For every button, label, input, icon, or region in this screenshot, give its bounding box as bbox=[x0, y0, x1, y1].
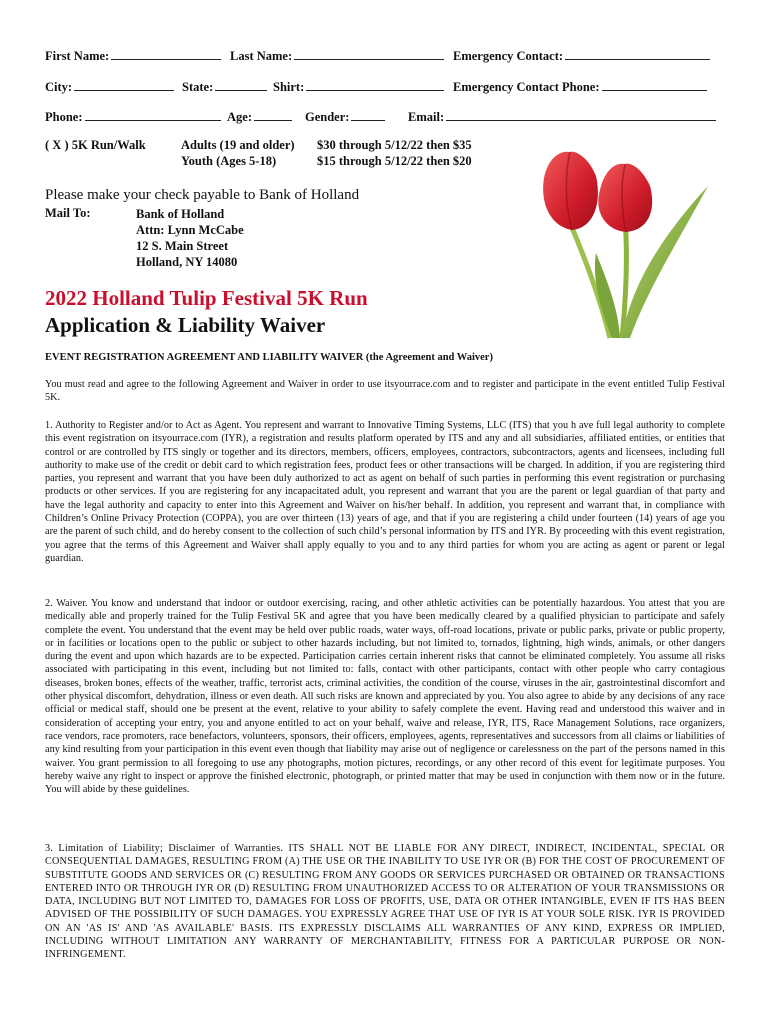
email-input-line[interactable] bbox=[446, 108, 716, 121]
tulip-illustration bbox=[530, 148, 720, 340]
emergency-contact-input-line[interactable] bbox=[565, 47, 710, 60]
agreement-heading: EVENT REGISTRATION AGREEMENT AND LIABILITY WAIVER (the Agreement and Waiver) bbox=[45, 352, 493, 363]
agreement-intro: You must read and agree to the following Agreement and Waiver in order to use itsyourrace.com and to register and participate in the event entitled Tulip Festival 5K. bbox=[45, 379, 725, 404]
mailing-address bbox=[136, 206, 244, 270]
shirt-field[interactable] bbox=[273, 78, 444, 95]
page-title: 2022 Holland Tulip Festival 5K Run bbox=[45, 286, 368, 310]
gender-label: Gender: bbox=[305, 110, 350, 124]
last-name-field[interactable] bbox=[230, 47, 444, 64]
shirt-input-line[interactable] bbox=[306, 78, 444, 91]
mail-to-label: Mail To: bbox=[45, 206, 91, 220]
youth-price: $15 through 5/12/22 then $20 bbox=[317, 154, 472, 168]
email-label: Email: bbox=[408, 110, 445, 124]
last-name-input-line[interactable] bbox=[294, 47, 444, 60]
phone-field[interactable] bbox=[45, 108, 221, 125]
city-label: City: bbox=[45, 80, 73, 94]
gender-field[interactable] bbox=[305, 108, 385, 125]
liability-paragraph: 3. Limitation of Liability; Disclaimer of Warranties. ITS SHALL NOT BE LIABLE FOR ANY DIRECT, INDIRECT, INCIDENTAL, SPECIAL OR CONSEQUENTIAL DAMAGES, RESULTING FROM (A) THE USE OR THE INABILITY TO USE IYR OR (B) FOR THE COST OF PROCUREMENT OF SUBSTITUTE GOODS AND SERVICES OR (C) RESULTING FROM ANY GOODS OR SERVICES PURCHASED OR OBTAINED OR TRANSACTIONS ENTERED INTO OR THROUGH IYR OR (D) RESULTING FROM UNAUTHORIZED ACCESS TO OR ALTERATION OF YOUR TRANSMISSIONS OR DATA, INCLUDING BUT NOT LIMITED TO, DAMAGES FOR LOSS OF PROFITS, USE, DATA OR OTHER INTANGIBLE, EVEN IF ITS HAS BEEN ADVISED OF THE POSSIBILITY OF SUCH DAMAGES. YOU EXPRESSLY AGREE THAT USE OF IYR IS AT YOUR SOLE RISK. IYR IS PROVIDED ON AN 'AS IS' AND 'AS AVAILABLE' BASIS. ITS EXPRESSLY DISCLAIMS ALL WARRANTIES OF ANY KIND, EXPRESS OR IMPLIED, INCLUDING WITHOUT LIMITATION ANY WARRANTY OF MERCHANTABILITY, FITNESS FOR A PARTICULAR PURPOSE OR NON-INFRINGEMENT. bbox=[45, 843, 725, 961]
address-line: Holland, NY 14080 bbox=[136, 255, 238, 269]
emergency-contact-field[interactable] bbox=[453, 47, 710, 64]
youth-category: Youth (Ages 5-18) bbox=[181, 154, 277, 168]
age-label: Age: bbox=[227, 110, 252, 124]
address-line: 12 S. Main Street bbox=[136, 239, 229, 253]
phone-input-line[interactable] bbox=[85, 108, 221, 121]
state-field[interactable] bbox=[182, 78, 267, 95]
adults-category: Adults (19 and older) bbox=[181, 138, 295, 152]
age-input-line[interactable] bbox=[254, 108, 292, 121]
adult-price: $30 through 5/12/22 then $35 bbox=[317, 138, 472, 152]
authority-paragraph: 1. Authority to Register and/or to Act as Agent. You represent and warrant to Innovative Timing Systems, LLC (ITS) that you h ave full legal authority to complete this event registration on itsyourrace.com (IYR), a registration and results platform operated by ITS and any and all subsidiaries, affiliated entities, or entities that control or are controlled by ITS singly or together and its directors, members, officers, employees, contractors, subcontractors, agents and licensees, including full authority to make use of the credit or debit card to which registration fees, product fees or other transactions will be charged. In addition, if you are registering third parties, you represent and warrant that you have been duly authorized to act as agent on behalf of such parties in performing this event registration or purchasing products or other services. If you are registering for any incapacitated adult, you represent and warrant that you are the parent or legal guardian of that party and have the legal authority and capacity to enter into this Agreement and Waiver on his/her behalf. In addition, you represent and warrant that, in compliance with Children’s Online Privacy Protection (COPPA), you are over thirteen (13) years of age, and that if you are registering a child under fourteen (14) years of age you are the parent of such child, and do hereby consent to the collection of such child’s personal information by ITS and IYR. By proceeding with this event registration, you agree that the terms of this Agreement and Waiver shall apply equally to you and to any third parties for whom you are acting as agent or parent or legal guardian. bbox=[45, 420, 725, 564]
address-line: Attn: Lynn McCabe bbox=[136, 223, 244, 237]
age-field[interactable] bbox=[227, 108, 292, 125]
event-choice[interactable]: ( X ) 5K Run/Walk bbox=[45, 138, 146, 152]
page-subtitle: Application & Liability Waiver bbox=[45, 313, 326, 337]
emergency-phone-label: Emergency Contact Phone: bbox=[453, 80, 600, 94]
state-input-line[interactable] bbox=[215, 78, 267, 91]
shirt-label: Shirt: bbox=[273, 80, 305, 94]
state-label: State: bbox=[182, 80, 214, 94]
emergency-phone-input-line[interactable] bbox=[602, 78, 707, 91]
last-name-label: Last Name: bbox=[230, 49, 293, 63]
first-name-input-line[interactable] bbox=[111, 47, 221, 60]
first-name-label: First Name: bbox=[45, 49, 110, 63]
city-input-line[interactable] bbox=[74, 78, 174, 91]
waiver-paragraph: 2. Waiver. You know and understand that indoor or outdoor exercising, racing, and other athletic activities can be potentially hazardous. You attest that you are medically able and properly trained for the Tulip Festival 5K and agree that you have been medically cleared by a qualified physician to participate and safely complete the event. You understand that the event may be held over public roads, water ways, off-road locations, private or public parks, private or public property, or in facilities or locations open to the public or subject to other hazards including, but not limited to, tornados, lightning, high winds, animals, or other dangers during the event and upon which hazards are to be expected. Participation carries certain inherent risks that cannot be eliminated completely. You assume all risks associated with participating in this event, including but not limited to: falls, contact with other participants, contact with other people who carry contagious diseases, broken bones, effects of the weather, traffic, terrorist acts, criminal activities, the condition of the course, viruses in the air, gastrointestinal discomfort and other physical discomfort, dehydration, illness or even death. All such risks are known and appreciated by you. You also agree to abide by any decisions of any race official or medical staff, should one be present at the event, relative to your ability to safely complete the event. Having read and understood this waiver and in consideration of accepting your entry, you and anyone entitled to act on your behalf, waive and release, IYR, ITS, Race Management Solutions, race organizers, race vendors, race promoters, race benefactors, volunteers, sponsors, their officers, employees, agents, representatives and successors from all claims or liabilities of any kind resulting from your participation in this event even though that liability may arise out of negligence or carelessness on the part of the persons named in this waiver. You grant permission to all foregoing to use any photographs, motion pictures, recordings, or any other record of this event for legitimate purposes. You hereby waive any right to inspect or approve the finished electronic, photograph, or printed matter that may be used in conjunction with them now or in the future. You will abide by these guidelines. bbox=[45, 598, 725, 796]
emergency-contact-label: Emergency Contact: bbox=[453, 49, 564, 63]
phone-label: Phone: bbox=[45, 110, 83, 124]
payable-instruction: Please make your check payable to Bank of Holland bbox=[45, 187, 360, 203]
first-name-field[interactable] bbox=[45, 47, 221, 64]
email-field[interactable] bbox=[408, 108, 716, 125]
address-line: Bank of Holland bbox=[136, 207, 225, 221]
gender-input-line[interactable] bbox=[351, 108, 385, 121]
city-field[interactable] bbox=[45, 78, 174, 95]
emergency-phone-field[interactable] bbox=[453, 78, 707, 95]
